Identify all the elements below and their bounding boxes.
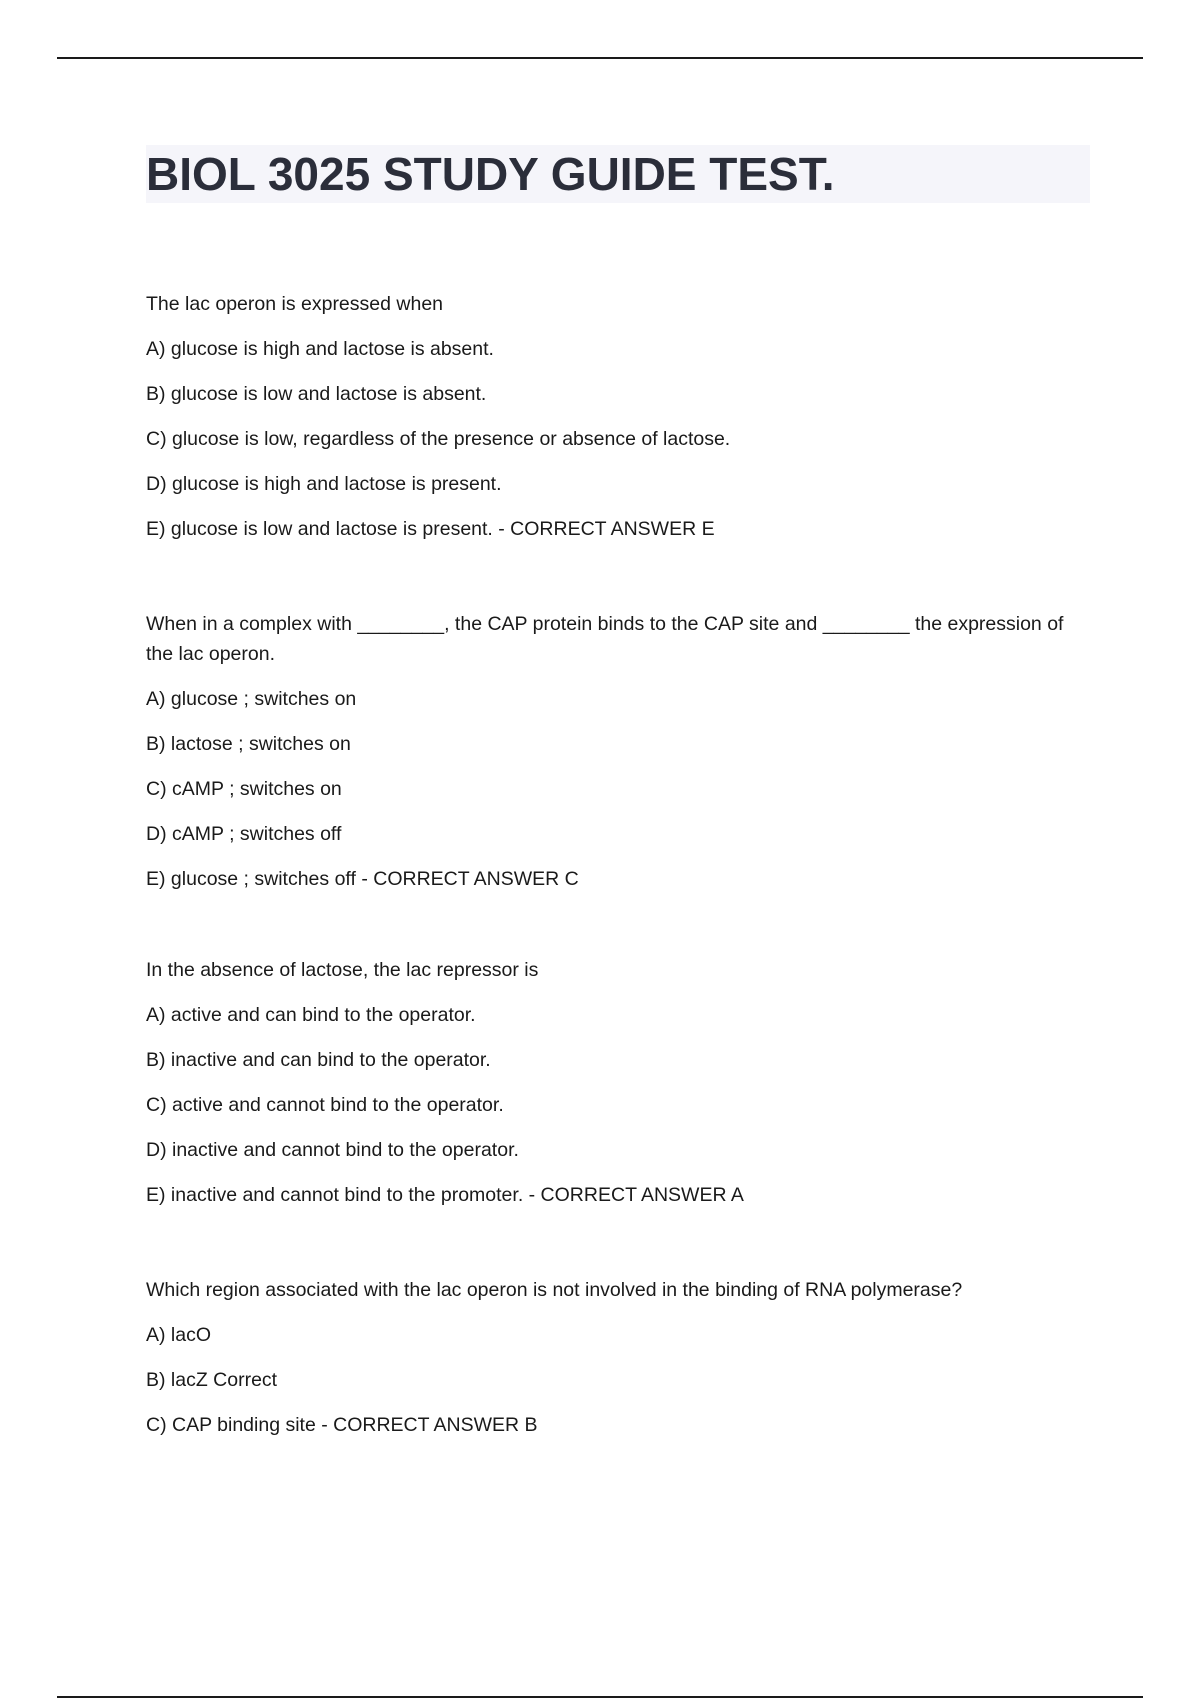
question-stem: In the absence of lactose, the lac repressor is: [146, 959, 539, 981]
answer-option: A) active and can bind to the operator.: [146, 1004, 476, 1026]
question-stem: When in a complex with ________, the CAP protein binds to the CAP site and ________ the expression of the lac operon.: [146, 613, 1064, 665]
answer-option: E) glucose ; switches off - CORRECT ANSWER C: [146, 868, 579, 890]
answer-option: A) glucose is high and lactose is absent.: [146, 338, 494, 360]
question-block: [146, 955, 1086, 1225]
footer-rule: [57, 1696, 1143, 1698]
answer-option: A) lacO: [146, 1324, 212, 1346]
answer-option: B) glucose is low and lactose is absent.: [146, 383, 487, 405]
question-block: [146, 289, 1086, 559]
question-stem: Which region associated with the lac operon is not involved in the binding of RNA polymerase?: [146, 1279, 963, 1301]
answer-option: D) cAMP ; switches off: [146, 823, 342, 845]
answer-option: B) lactose ; switches on: [146, 733, 351, 755]
question-block: [146, 609, 1086, 909]
answer-option: D) glucose is high and lactose is present.: [146, 473, 502, 495]
answer-option: B) inactive and can bind to the operator.: [146, 1049, 491, 1071]
answer-option: E) inactive and cannot bind to the promoter. - CORRECT ANSWER A: [146, 1184, 744, 1206]
page-title: BIOL 3025 STUDY GUIDE TEST.: [146, 148, 835, 200]
answer-option: C) active and cannot bind to the operator.: [146, 1094, 504, 1116]
answer-option: C) cAMP ; switches on: [146, 778, 342, 800]
answer-option: E) glucose is low and lactose is present. - CORRECT ANSWER E: [146, 518, 715, 540]
answer-option: C) glucose is low, regardless of the presence or absence of lactose.: [146, 428, 731, 450]
answer-option: C) CAP binding site - CORRECT ANSWER B: [146, 1414, 538, 1436]
question-stem: The lac operon is expressed when: [146, 293, 444, 315]
header-rule: [57, 57, 1143, 59]
question-block: [146, 1275, 1086, 1455]
answer-option: D) inactive and cannot bind to the operator.: [146, 1139, 519, 1161]
answer-option: B) lacZ Correct: [146, 1369, 278, 1391]
answer-option: A) glucose ; switches on: [146, 688, 357, 710]
